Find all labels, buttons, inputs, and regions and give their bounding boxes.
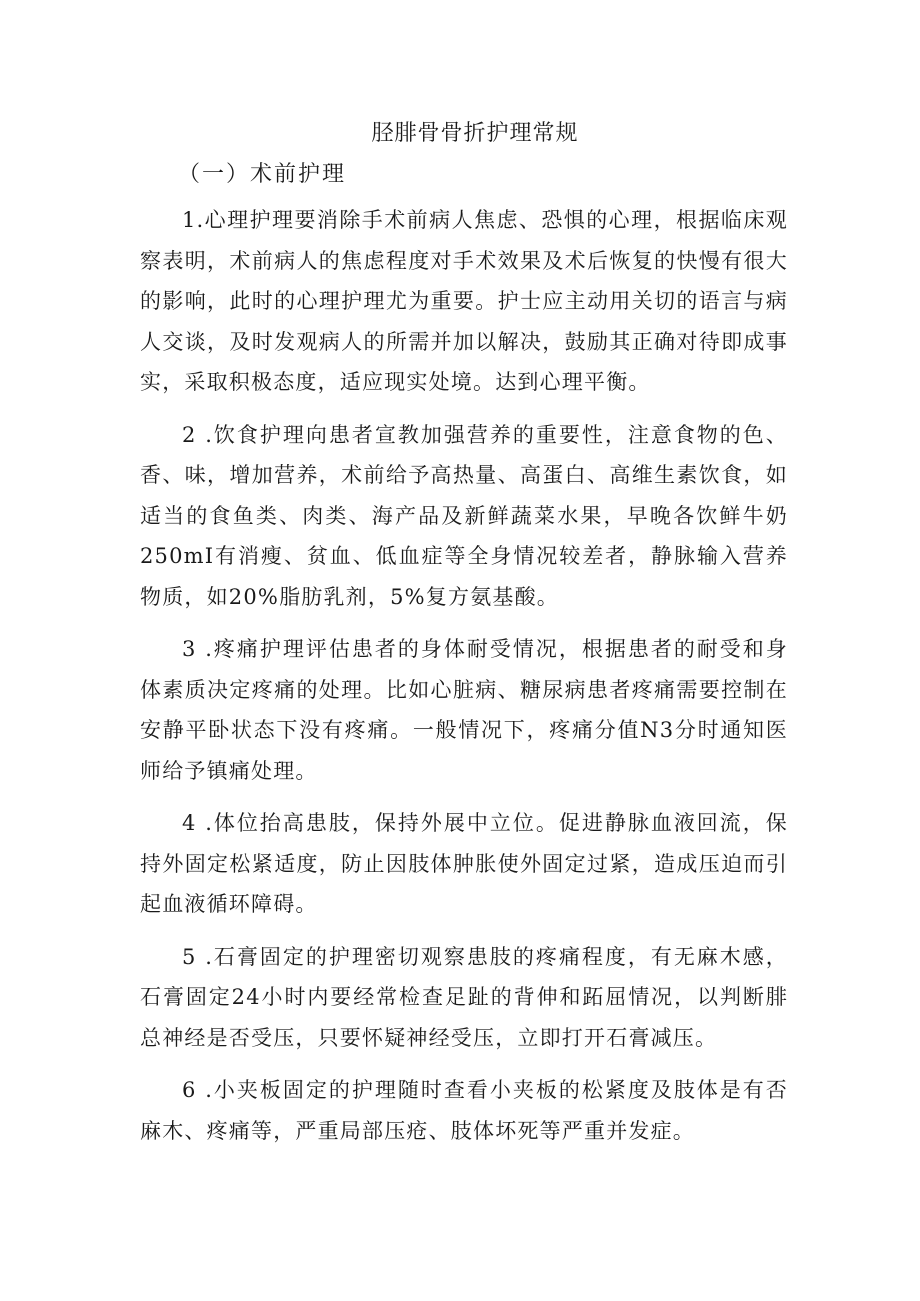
document-body xyxy=(140,200,788,1151)
paragraph-diet-care: 2 .饮食护理向患者宣教加强营养的重要性，注意食物的色、香、味，增加营养，术前给予高热量、高蛋白、高维生素饮食，如适当的食鱼类、肉类、海产品及新鲜蔬菜水果，早晚各饮鲜牛奶250mI有消瘦、贫血、低血症等全身情况较差者，静脉输入营养物质，如20%脂肪乳剂，5%复方氨基酸。 xyxy=(140,422,788,609)
paragraph-cast-care: 5 .石膏固定的护理密切观察患肢的疼痛程度，有无麻木感，石膏固定24小时内要经常检查足趾的背伸和跖屈情况，以判断腓总神经是否受压，只要怀疑神经受压，立即打开石膏减压。 xyxy=(140,944,788,1050)
paragraph-splint-care: 6 .小夹板固定的护理随时查看小夹板的松紧度及肢体是有否麻木、疼痛等，严重局部压疮、肢体坏死等严重并发症。 xyxy=(140,1078,788,1143)
paragraph-psychological-care: 1.心理护理要消除手术前病人焦虑、恐惧的心理，根据临床观察表明，术前病人的焦虑程度对手术效果及术后恢复的快慢有很大的影响，此时的心理护理尤为重要。护士应主动用关切的语言与病人交谈，及时发观病人的所需并加以解决，鼓励其正确对待即成事实，采取积极态度，适应现实处境。达到心理平衡。 xyxy=(140,208,788,394)
paragraph-position-care: 4 .体位抬高患肢，保持外展中立位。促进静脉血液回流，保持外固定松紧适度，防止因肢体肿胀使外固定过紧，造成压迫而引起血液循环障碍。 xyxy=(140,811,788,916)
section-heading: （一）术前护理 xyxy=(178,162,347,187)
document-title: 胫腓骨骨折护理常规 xyxy=(371,121,579,146)
paragraph-pain-care: 3 .疼痛护理评估患者的身体耐受情况，根据患者的耐受和身体素质决定疼痛的处理。比如心脏病、糖尿病患者疼痛需要控制在安静平卧状态下没有疼痛。一般情况下，疼痛分值N3分时通知医师给予镇痛处理。 xyxy=(140,637,788,783)
